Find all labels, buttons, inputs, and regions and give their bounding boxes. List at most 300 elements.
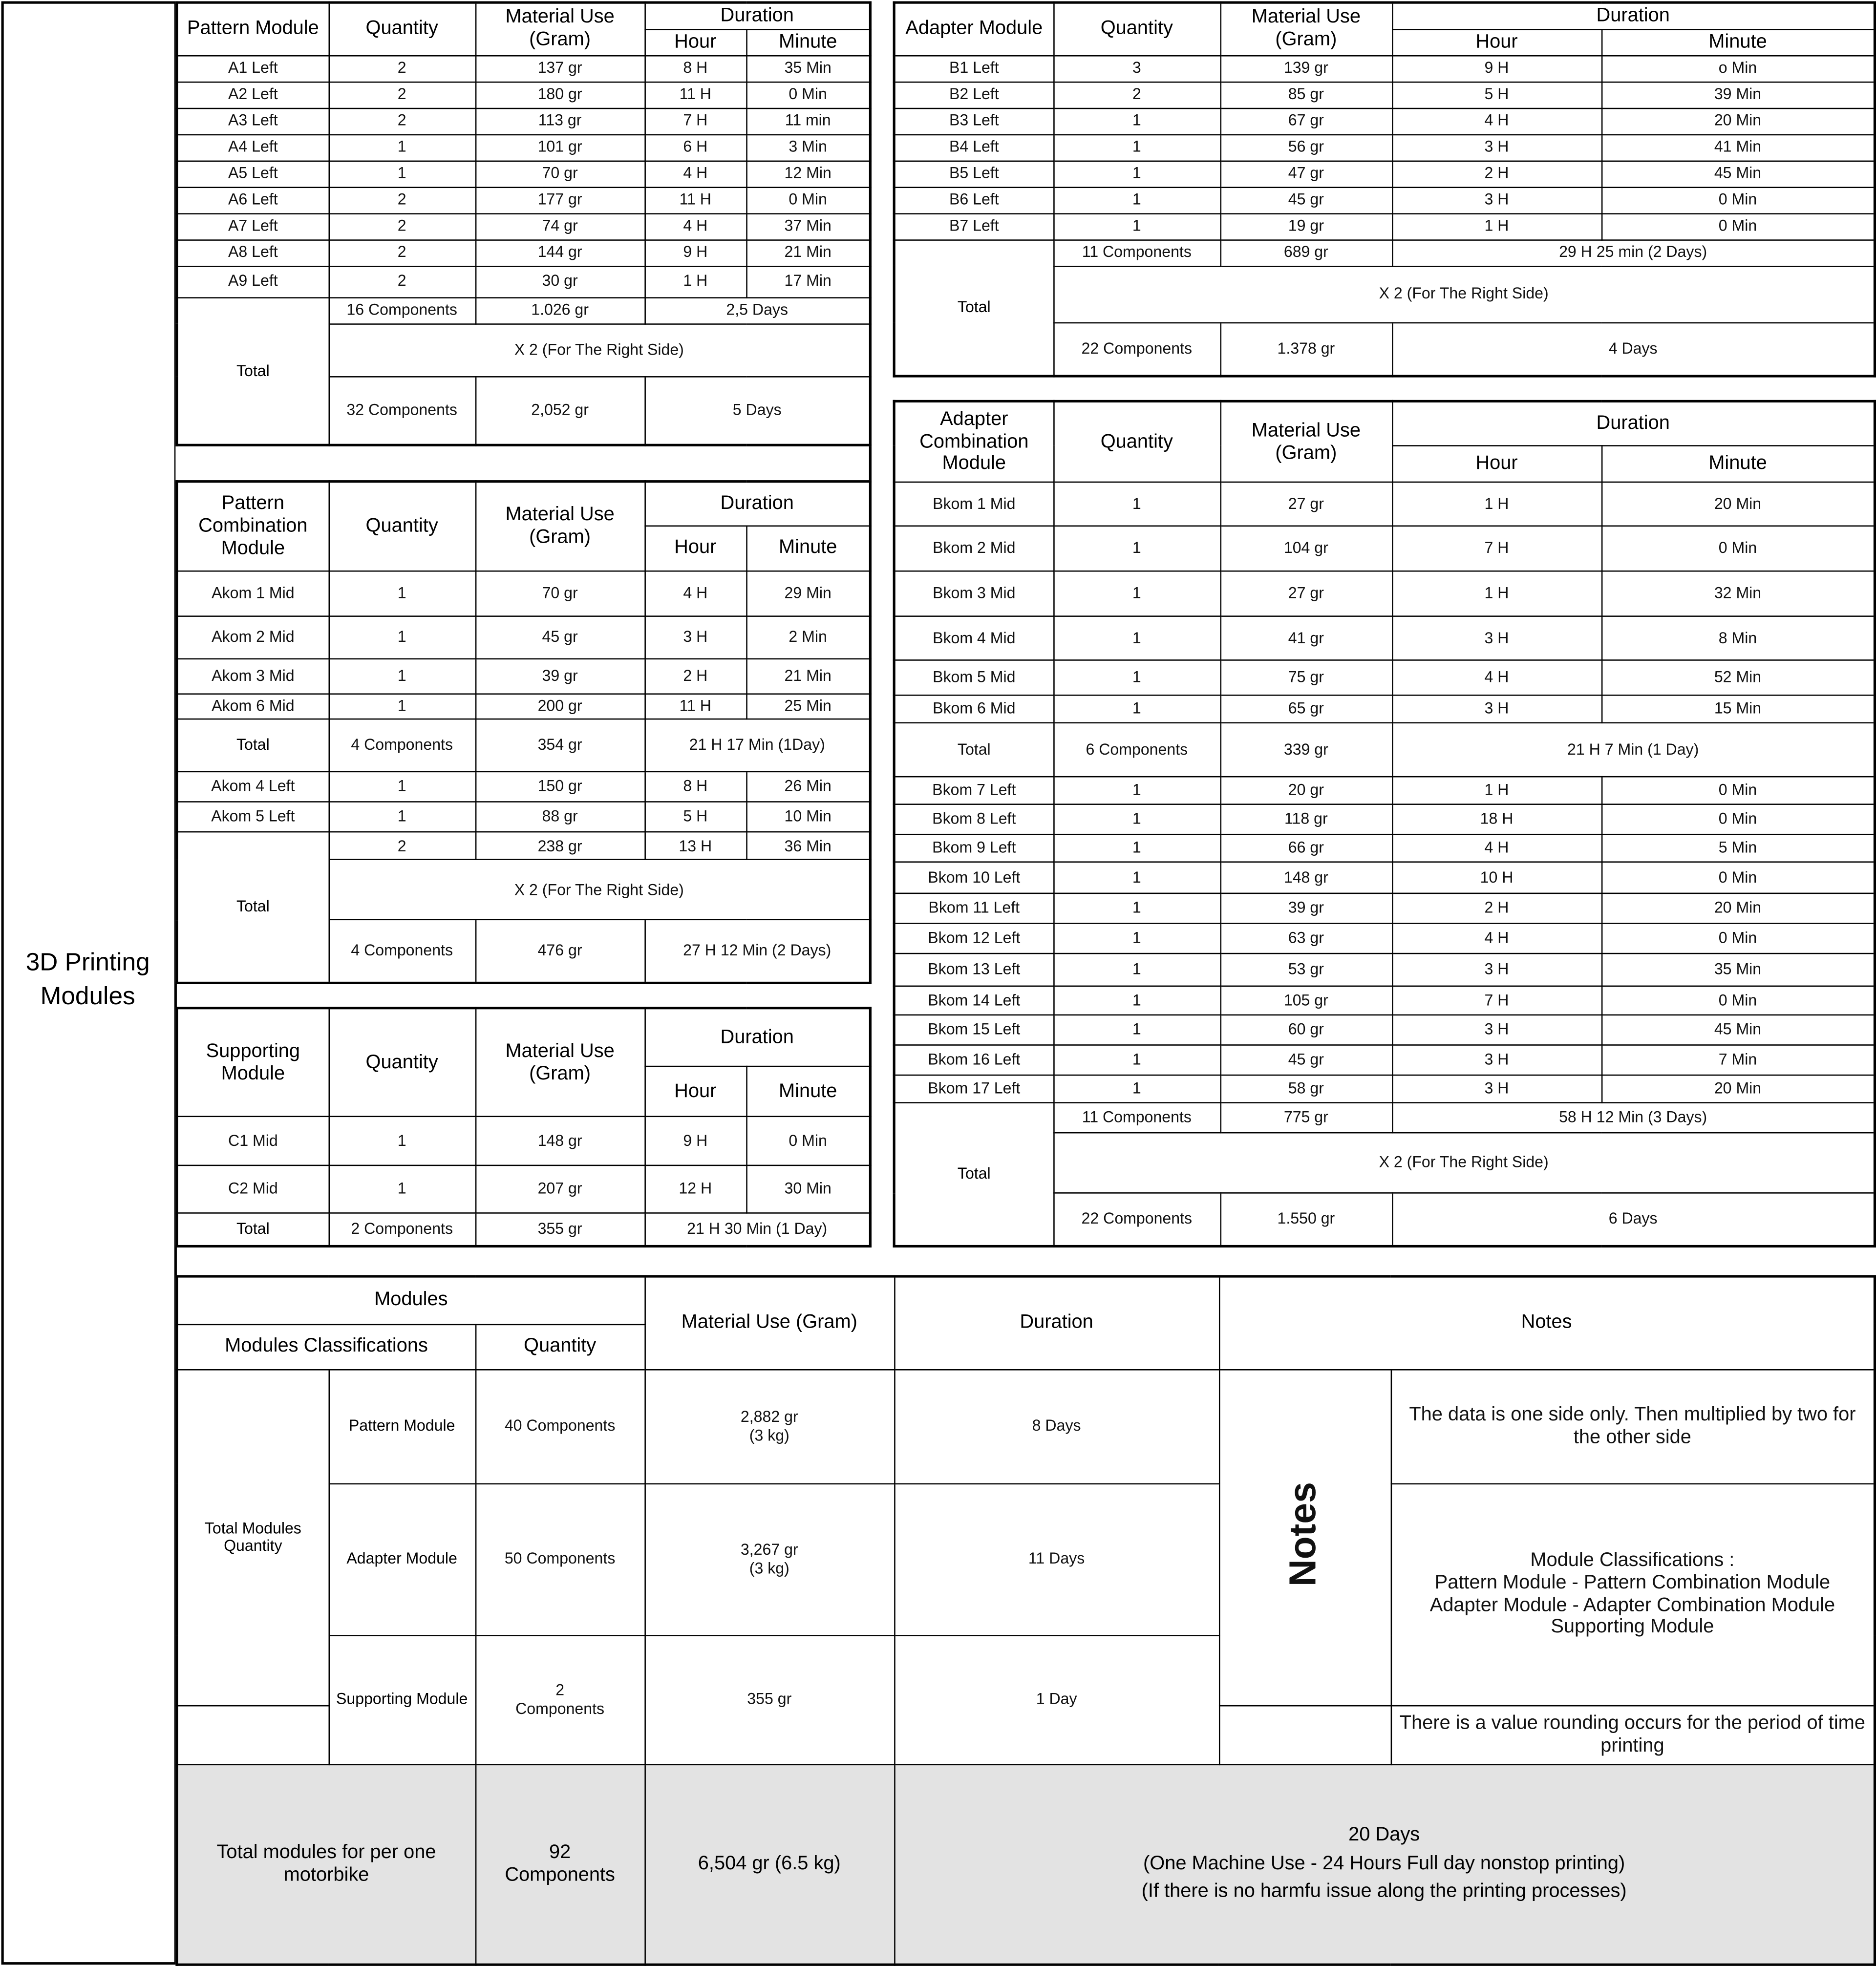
quantity-cell: 1 (329, 161, 475, 187)
hour-cell: 12 H (644, 1165, 746, 1213)
hour-cell: 3 H (1392, 1075, 1601, 1103)
quantity-cell: 1 (1053, 526, 1220, 571)
notes-vertical-cell (1219, 1369, 1391, 1705)
table-row (894, 659, 1875, 695)
table-row (894, 55, 1875, 82)
quantity-header: Quantity (1053, 401, 1220, 482)
hour-cell: 3 H (644, 616, 746, 658)
material-cell: 137 gr (475, 55, 645, 82)
material-header: Material Use (Gram) (475, 1008, 645, 1117)
quantity-cell: 2 (1053, 82, 1220, 108)
qty-unit: Components (515, 1699, 605, 1717)
table-row (894, 616, 1875, 659)
module-name-cell: A4 Left (177, 134, 329, 161)
summary-supporting-label: Supporting Module (329, 1635, 475, 1764)
hour-cell: 7 H (644, 108, 746, 134)
table-row (894, 213, 1875, 239)
minute-cell: 0 Min (1601, 804, 1875, 834)
minute-header: Minute (746, 1067, 870, 1117)
material-cell: 105 gr (1220, 987, 1392, 1015)
total-label: Total (177, 297, 329, 445)
module-name-cell: Akom 5 Left (177, 802, 329, 832)
total-duration: 2,5 Days (644, 297, 870, 323)
hour-cell: 2 H (644, 658, 746, 694)
total-modules-quantity-label: Total Modules Quantity (177, 1369, 329, 1705)
total-duration-both: 27 H 12 Min (2 Days) (644, 920, 870, 983)
minute-cell: 7 Min (1601, 1045, 1875, 1075)
summary-pattern-label: Pattern Module (329, 1369, 475, 1483)
quantity-header: Quantity (1053, 2, 1220, 55)
module-name-cell: C1 Mid (177, 1117, 329, 1165)
table-row (894, 834, 1875, 862)
mid-total-label: Total (177, 719, 329, 772)
hour-cell: 11 H (644, 82, 746, 108)
hour-cell: 1 H (1392, 482, 1601, 525)
left-total-components: 11 Components (1053, 1103, 1220, 1132)
quantity-cell: 1 (329, 616, 475, 658)
hour-cell: 11 H (644, 187, 746, 213)
summary-supporting-duration: 1 Day (894, 1635, 1219, 1764)
table-row (894, 526, 1875, 571)
material-cell: 45 gr (1220, 187, 1392, 213)
quantity-header: Quantity (329, 2, 475, 55)
minute-cell: 41 Min (1601, 134, 1875, 161)
total-components-both: 22 Components (1053, 1193, 1220, 1246)
material-cell: 20 gr (1220, 776, 1392, 804)
note-line: Adapter Module - Adapter Combination Module (1429, 1594, 1835, 1616)
material-cell: 148 gr (475, 1117, 645, 1165)
table-row (894, 1015, 1875, 1045)
quantity-cell: 1 (1053, 616, 1220, 659)
table-row (894, 987, 1875, 1015)
minute-cell: 20 Min (1601, 482, 1875, 525)
mid-total-label: Total (894, 723, 1053, 776)
note-one-side: The data is one side only. Then multiplied by two for the other side (1391, 1369, 1875, 1483)
minute-cell: 29 Min (746, 571, 870, 616)
module-name-cell: Bkom 12 Left (894, 923, 1053, 953)
hour-header: Hour (1392, 445, 1601, 482)
table-row (894, 804, 1875, 834)
module-name-cell: Bkom 7 Left (894, 776, 1053, 804)
material-cell: 148 gr (1220, 862, 1392, 892)
module-name-cell: Bkom 3 Mid (894, 571, 1053, 616)
hour-cell: 4 H (1392, 923, 1601, 953)
side-title: 3D Printing Modules (25, 949, 150, 1011)
minute-cell: 39 Min (1601, 82, 1875, 108)
material-cell: 39 gr (1220, 893, 1392, 923)
mid-total-duration: 21 H 7 Min (1 Day) (1392, 723, 1875, 776)
hour-header: Hour (1392, 29, 1601, 55)
mid-total-material: 354 gr (475, 719, 645, 772)
quantity-cell: 1 (329, 1165, 475, 1213)
material-cell: 53 gr (1220, 953, 1392, 986)
total-components: 16 Components (329, 297, 475, 323)
minute-cell: 35 Min (1601, 953, 1875, 986)
table-row (177, 82, 870, 108)
table-row (177, 108, 870, 134)
table-row (894, 1075, 1875, 1103)
left-total-qty: 2 (329, 832, 475, 860)
hour-cell: 7 H (1392, 987, 1601, 1015)
hour-cell: 1 H (1392, 776, 1601, 804)
quantity-cell: 1 (1053, 923, 1220, 953)
hour-cell: 1 H (1392, 213, 1601, 239)
quantity-cell: 1 (1053, 482, 1220, 525)
hour-cell: 18 H (1392, 804, 1601, 834)
module-name-cell: B5 Left (894, 161, 1053, 187)
material-cell: 180 gr (475, 82, 645, 108)
duration-line: (One Machine Use - 24 Hours Full day nonstop printing) (1143, 1852, 1625, 1874)
summary-pattern-duration: 8 Days (894, 1369, 1219, 1483)
mid-total-material: 339 gr (1220, 723, 1392, 776)
minute-header: Minute (1601, 29, 1875, 55)
hour-cell: 1 H (1392, 571, 1601, 616)
note-line: Pattern Module - Pattern Combination Module (1434, 1572, 1831, 1593)
material-cell: 67 gr (1220, 108, 1392, 134)
total-duration-both: 5 Days (644, 376, 870, 445)
mid-total-components: 4 Components (329, 719, 475, 772)
module-name-cell: Bkom 14 Left (894, 987, 1053, 1015)
minute-cell: 8 Min (1601, 616, 1875, 659)
table-row (177, 187, 870, 213)
summary-pattern-material (644, 1369, 894, 1483)
minute-cell: 0 Min (1601, 923, 1875, 953)
minute-cell: 45 Min (1601, 1015, 1875, 1045)
summary-adapter-label: Adapter Module (329, 1483, 475, 1635)
minute-cell: 0 Min (1601, 187, 1875, 213)
quantity-cell: 2 (329, 213, 475, 239)
table-row (894, 482, 1875, 525)
hour-header: Hour (644, 29, 746, 55)
material-cell: 45 gr (475, 616, 645, 658)
notes-vertical-label: Notes (1283, 1481, 1325, 1586)
table-row (894, 571, 1875, 616)
total-duration-both: 4 Days (1392, 322, 1875, 376)
quantity-cell: 1 (1053, 804, 1220, 834)
quantity-cell: 1 (1053, 571, 1220, 616)
left-total-material: 238 gr (475, 832, 645, 860)
left-total-label: Total (894, 1103, 1053, 1246)
minute-header: Minute (746, 526, 870, 571)
module-name-cell: Bkom 11 Left (894, 893, 1053, 923)
quantity-cell: 1 (1053, 1075, 1220, 1103)
total-material: 355 gr (475, 1213, 645, 1246)
quantity-cell: 1 (1053, 213, 1220, 239)
material-cell: 45 gr (1220, 1045, 1392, 1075)
multiplier-note: X 2 (For The Right Side) (329, 860, 871, 920)
total-material: 689 gr (1220, 239, 1392, 266)
total-components: 2 Components (329, 1213, 475, 1246)
left-total-minute: 36 Min (746, 832, 870, 860)
material-cell: 65 gr (1220, 695, 1392, 723)
material-cell: 118 gr (1220, 804, 1392, 834)
duration-line: 20 Days (1348, 1824, 1420, 1846)
quantity-cell: 1 (1053, 187, 1220, 213)
quantity-cell: 1 (1053, 953, 1220, 986)
minute-cell: 3 Min (746, 134, 870, 161)
module-name-cell: Bkom 13 Left (894, 953, 1053, 986)
module-name-cell: Bkom 6 Mid (894, 695, 1053, 723)
material-kg: (3 kg) (749, 1559, 789, 1577)
classifications-header: Modules Classifications (177, 1324, 475, 1369)
quantity-header: Quantity (329, 482, 475, 571)
minute-header: Minute (746, 29, 870, 55)
module-name-cell: B2 Left (894, 82, 1053, 108)
notes-header: Notes (1219, 1276, 1875, 1369)
module-name-cell: B1 Left (894, 55, 1053, 82)
pattern-module-table (175, 1, 872, 446)
minute-cell: 17 Min (746, 266, 870, 297)
quantity-cell: 1 (1053, 893, 1220, 923)
total-components-both: 32 Components (329, 376, 475, 445)
material-cell: 101 gr (475, 134, 645, 161)
duration-line: (If there is no harmfu issue along the printing processes) (1141, 1881, 1627, 1902)
table-row (177, 772, 870, 802)
note-rounding: There is a value rounding occurs for the period of time printing (1391, 1705, 1875, 1764)
material-cell: 39 gr (475, 658, 645, 694)
minute-cell: 32 Min (1601, 571, 1875, 616)
material-header: Material Use (Gram) (475, 482, 645, 571)
quantity-cell: 1 (329, 802, 475, 832)
quantity-cell: 1 (329, 1117, 475, 1165)
hour-cell: 2 H (1392, 161, 1601, 187)
hour-header: Hour (644, 1067, 746, 1117)
quantity-header: Quantity (329, 1008, 475, 1117)
mid-total-components: 6 Components (1053, 723, 1220, 776)
minute-cell: 10 Min (746, 802, 870, 832)
material-header: Material Use (Gram) (644, 1276, 894, 1369)
quantity-cell: 1 (329, 571, 475, 616)
module-name-cell: Bkom 8 Left (894, 804, 1053, 834)
left-total-duration: 58 H 12 Min (3 Days) (1392, 1103, 1875, 1132)
material-cell: 207 gr (475, 1165, 645, 1213)
total-material-both: 2,052 gr (475, 376, 645, 445)
table-row (177, 694, 870, 719)
table-row (177, 266, 870, 297)
quantity-cell: 1 (1053, 776, 1220, 804)
material-cell: 139 gr (1220, 55, 1392, 82)
minute-cell: 0 Min (1601, 862, 1875, 892)
minute-cell: 0 Min (746, 82, 870, 108)
qty-value: 2 (555, 1681, 565, 1699)
left-total-label: Total (177, 832, 329, 983)
footer-material: 6,504 gr (6.5 kg) (644, 1764, 894, 1965)
minute-cell: 0 Min (1601, 526, 1875, 571)
quantity-cell: 2 (329, 266, 475, 297)
minute-cell: o Min (1601, 55, 1875, 82)
hour-cell: 8 H (644, 55, 746, 82)
module-name-cell: B7 Left (894, 213, 1053, 239)
minute-cell: 12 Min (746, 161, 870, 187)
footer-qty (475, 1764, 645, 1965)
minute-cell: 45 Min (1601, 161, 1875, 187)
duration-header: Duration (1392, 401, 1875, 445)
table-row (894, 776, 1875, 804)
minute-cell: 20 Min (1601, 1075, 1875, 1103)
table-row (894, 161, 1875, 187)
blank-cell (1219, 1705, 1391, 1764)
table-row (177, 134, 870, 161)
module-name-cell: Akom 4 Left (177, 772, 329, 802)
multiplier-note: X 2 (For The Right Side) (1053, 266, 1875, 322)
module-name-cell: A3 Left (177, 108, 329, 134)
hour-cell: 3 H (1392, 953, 1601, 986)
hour-cell: 3 H (1392, 1015, 1601, 1045)
table-row (177, 802, 870, 832)
material-cell: 56 gr (1220, 134, 1392, 161)
module-name-cell: Bkom 17 Left (894, 1075, 1053, 1103)
material-cell: 60 gr (1220, 1015, 1392, 1045)
hour-cell: 10 H (1392, 862, 1601, 892)
total-duration: 21 H 30 Min (1 Day) (644, 1213, 870, 1246)
minute-cell: 15 Min (1601, 695, 1875, 723)
table-row (894, 923, 1875, 953)
module-name-cell: A5 Left (177, 161, 329, 187)
supporting-module-header: Supporting Module (177, 1008, 329, 1117)
minute-cell: 25 Min (746, 694, 870, 719)
module-name-cell: A7 Left (177, 213, 329, 239)
quantity-cell: 2 (329, 187, 475, 213)
quantity-cell: 1 (1053, 834, 1220, 862)
table-row (177, 239, 870, 266)
material-cell: 150 gr (475, 772, 645, 802)
module-name-cell: Akom 3 Mid (177, 658, 329, 694)
qty-unit: Components (505, 1864, 615, 1885)
left-total-hour: 13 H (644, 832, 746, 860)
module-name-cell: A6 Left (177, 187, 329, 213)
minute-cell: 37 Min (746, 213, 870, 239)
hour-cell: 4 H (644, 161, 746, 187)
hour-cell: 4 H (644, 571, 746, 616)
quantity-cell: 2 (329, 82, 475, 108)
pattern-combination-header: Pattern Combination Module (177, 482, 329, 571)
hour-cell: 3 H (1392, 695, 1601, 723)
quantity-cell: 2 (329, 239, 475, 266)
minute-cell: 26 Min (746, 772, 870, 802)
mid-total-duration: 21 H 17 Min (1Day) (644, 719, 870, 772)
module-name-cell: Bkom 15 Left (894, 1015, 1053, 1045)
material-header: Material Use (Gram) (1220, 401, 1392, 482)
module-name-cell: Bkom 1 Mid (894, 482, 1053, 525)
material-cell: 70 gr (475, 161, 645, 187)
hour-cell: 4 H (1392, 659, 1601, 695)
hour-cell: 1 H (644, 266, 746, 297)
summary-supporting-material: 355 gr (644, 1635, 894, 1764)
total-material: 1.026 gr (475, 297, 645, 323)
total-duration-both: 6 Days (1392, 1193, 1875, 1246)
table-row (894, 695, 1875, 723)
module-name-cell: A8 Left (177, 239, 329, 266)
hour-cell: 3 H (1392, 1045, 1601, 1075)
hour-cell: 6 H (644, 134, 746, 161)
quantity-cell: 1 (329, 694, 475, 719)
table-row (894, 893, 1875, 923)
quantity-cell: 1 (1053, 134, 1220, 161)
minute-cell: 21 Min (746, 239, 870, 266)
module-name-cell: A1 Left (177, 55, 329, 82)
material-cell: 27 gr (1220, 571, 1392, 616)
table-row (177, 213, 870, 239)
module-name-cell: A9 Left (177, 266, 329, 297)
minute-cell: 20 Min (1601, 893, 1875, 923)
left-total-material: 775 gr (1220, 1103, 1392, 1132)
duration-header: Duration (894, 1276, 1219, 1369)
material-kg: (3 kg) (749, 1426, 789, 1444)
material-value: 3,267 gr (740, 1541, 798, 1559)
total-material-both: 1.378 gr (1220, 322, 1392, 376)
module-name-cell: Bkom 4 Mid (894, 616, 1053, 659)
table-row (177, 571, 870, 616)
module-name-cell: Bkom 2 Mid (894, 526, 1053, 571)
material-header: Material Use (Gram) (1220, 2, 1392, 55)
minute-cell: 0 Min (746, 1117, 870, 1165)
material-value: 2,882 gr (740, 1408, 798, 1426)
minute-cell: 11 min (746, 108, 870, 134)
quantity-cell: 1 (329, 658, 475, 694)
note-line: Module Classifications : (1530, 1549, 1735, 1571)
total-label: Total (177, 1213, 329, 1246)
hour-cell: 8 H (644, 772, 746, 802)
hour-cell: 7 H (1392, 526, 1601, 571)
material-cell: 47 gr (1220, 161, 1392, 187)
hour-cell: 4 H (1392, 108, 1601, 134)
material-cell: 66 gr (1220, 834, 1392, 862)
summary-adapter-material (644, 1483, 894, 1635)
material-cell: 200 gr (475, 694, 645, 719)
material-cell: 74 gr (475, 213, 645, 239)
total-material-both: 1.550 gr (1220, 1193, 1392, 1246)
total-material-both: 476 gr (475, 920, 645, 983)
module-name-cell: Bkom 5 Mid (894, 659, 1053, 695)
hour-cell: 11 H (644, 694, 746, 719)
minute-cell: 30 Min (746, 1165, 870, 1213)
quantity-cell: 3 (1053, 55, 1220, 82)
quantity-cell: 1 (1053, 108, 1220, 134)
footer-label: Total modules for per one motorbike (177, 1764, 475, 1965)
duration-header: Duration (644, 482, 870, 526)
module-name-cell: Bkom 9 Left (894, 834, 1053, 862)
table-row (894, 862, 1875, 892)
minute-cell: 2 Min (746, 616, 870, 658)
supporting-module-table (175, 1007, 872, 1247)
material-cell: 113 gr (475, 108, 645, 134)
adapter-combination-table (893, 400, 1876, 1247)
material-cell: 30 gr (475, 266, 645, 297)
material-cell: 58 gr (1220, 1075, 1392, 1103)
quantity-cell: 1 (1053, 1045, 1220, 1075)
module-name-cell: A2 Left (177, 82, 329, 108)
material-cell: 104 gr (1220, 526, 1392, 571)
spacer-row (175, 444, 872, 482)
multiplier-note: X 2 (For The Right Side) (1053, 1132, 1875, 1193)
module-name-cell: Akom 1 Mid (177, 571, 329, 616)
table-row (894, 187, 1875, 213)
multiplier-note: X 2 (For The Right Side) (329, 323, 871, 376)
hour-cell: 3 H (1392, 187, 1601, 213)
material-cell: 85 gr (1220, 82, 1392, 108)
hour-cell: 3 H (1392, 134, 1601, 161)
hour-header: Hour (644, 526, 746, 571)
module-name-cell: B4 Left (894, 134, 1053, 161)
quantity-cell: 1 (1053, 161, 1220, 187)
module-name-cell: Akom 2 Mid (177, 616, 329, 658)
duration-header: Duration (644, 2, 870, 29)
material-cell: 88 gr (475, 802, 645, 832)
total-duration: 29 H 25 min (2 Days) (1392, 239, 1875, 266)
table-row (177, 161, 870, 187)
material-cell: 41 gr (1220, 616, 1392, 659)
minute-header: Minute (1601, 445, 1875, 482)
